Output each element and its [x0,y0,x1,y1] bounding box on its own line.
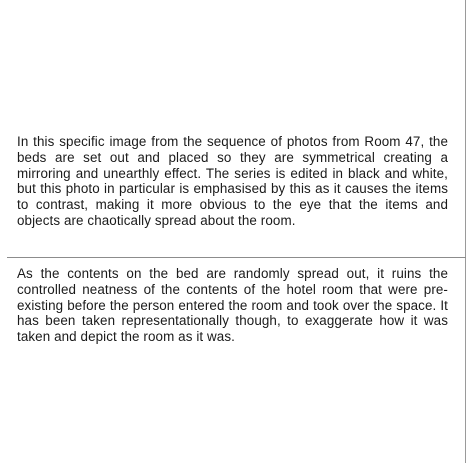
paragraph-room-47-description: In this specific image from the sequence of photos from Room 47, the beds are set out and placed so they are symmetrical creating a mirroring and unearthly effect. The series is edited in black and white, but this photo in particular is emphasised by this as it causes the items to contrast, making it more obvious to the eye that the items and objects are chaotically spread about the room. [17,134,448,228]
section-divider [7,257,466,258]
paragraph-bed-contents-analysis: As the contents on the bed are randomly spread out, it ruins the controlled neatness of the contents of the hotel room that were pre-existing before the person entered the room and took over the space. It has been taken representationally though, to exaggerate how it was taken and depict the room as it was. [17,266,448,345]
